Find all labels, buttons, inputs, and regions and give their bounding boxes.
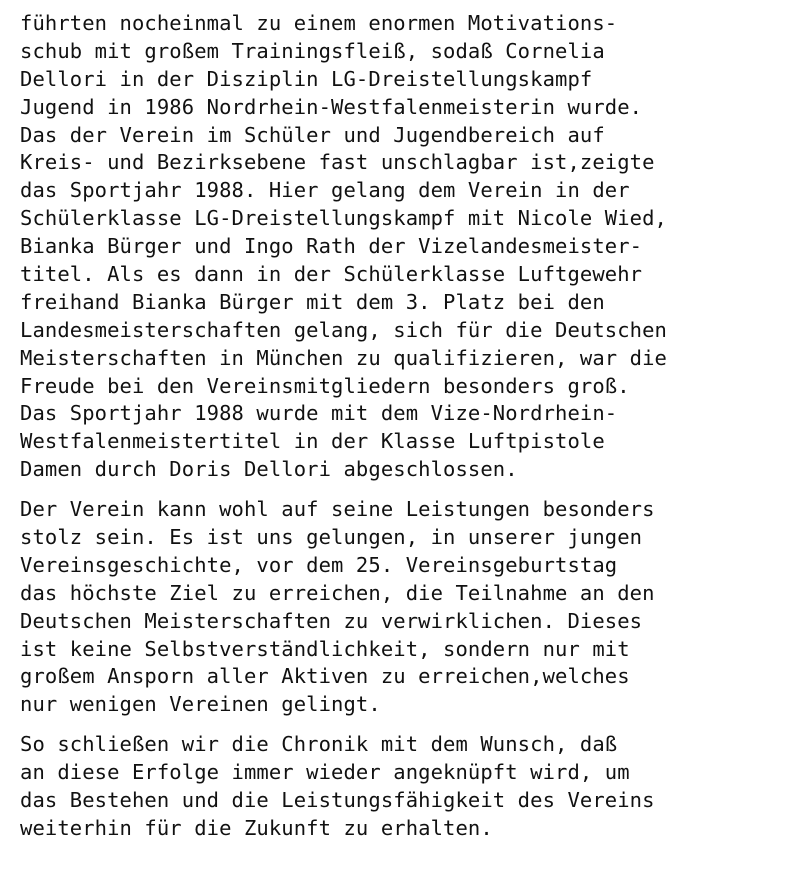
text-line: Dellori in der Disziplin LG-Dreistellungskampf: [20, 66, 593, 91]
text-line: titel. Als es dann in der Schülerklasse Luftgewehr: [20, 262, 643, 287]
text-line: führten nocheinmal zu einem enormen Motivations-: [20, 11, 618, 35]
text-line: Deutschen Meisterschaften zu verwirklichen. Dieses: [20, 608, 643, 633]
text-line: Kreis- und Bezirksebene fast unschlagbar ist,zeigte: [20, 150, 655, 175]
text-line: ist keine Selbstverständlichkeit, sondern nur mit: [20, 636, 630, 661]
text-line: Bianka Bürger und Ingo Rath der Vizelandesmeister-: [20, 234, 643, 259]
text-line: stolz sein. Es ist uns gelungen, in unserer jungen: [20, 525, 643, 550]
text-line: das Bestehen und die Leistungsfähigkeit des Vereins: [20, 788, 655, 813]
text-line: Jugend in 1986 Nordrhein-Westfalenmeisterin wurde.: [20, 94, 643, 119]
text-line: Meisterschaften in München zu qualifizieren, war die: [20, 345, 667, 370]
text-line: Westfalenmeistertitel in der Klasse Luftpistole: [20, 429, 605, 454]
text-line: großem Ansporn aller Aktiven zu erreichen,welches: [20, 664, 630, 689]
text-line: Freude bei den Vereinsmitgliedern besonders groß.: [20, 373, 630, 398]
document-page: [20, 10, 790, 843]
text-line: Der Verein kann wohl auf seine Leistungen besonders: [20, 497, 655, 522]
text-line: schub mit großem Trainingsfleiß, sodaß Cornelia: [20, 38, 605, 63]
text-line: Vereinsgeschichte, vor dem 25. Vereinsgeburtstag: [20, 552, 618, 577]
text-line: Das Sportjahr 1988 wurde mit dem Vize-Nordrhein-: [20, 401, 618, 426]
text-line: das höchste Ziel zu erreichen, die Teilnahme an den: [20, 580, 655, 605]
paragraph-3: [20, 731, 790, 843]
text-line: an diese Erfolge immer wieder angeknüpft wird, um: [20, 760, 630, 785]
text-line: weiterhin für die Zukunft zu erhalten.: [20, 815, 493, 840]
paragraph-1: [20, 10, 790, 484]
paragraph-2: [20, 496, 790, 719]
text-line: Damen durch Doris Dellori abgeschlossen.: [20, 457, 518, 482]
text-line: nur wenigen Vereinen gelingt.: [20, 692, 381, 717]
text-line: Landesmeisterschaften gelang, sich für die Deutschen: [20, 317, 667, 342]
text-line: So schließen wir die Chronik mit dem Wunsch, daß: [20, 732, 618, 757]
text-line: Das der Verein im Schüler und Jugendbereich auf: [20, 122, 605, 147]
text-line: freihand Bianka Bürger mit dem 3. Platz bei den: [20, 289, 605, 314]
text-line: das Sportjahr 1988. Hier gelang dem Verein in der: [20, 178, 630, 203]
text-line: Schülerklasse LG-Dreistellungskampf mit Nicole Wied,: [20, 206, 667, 231]
